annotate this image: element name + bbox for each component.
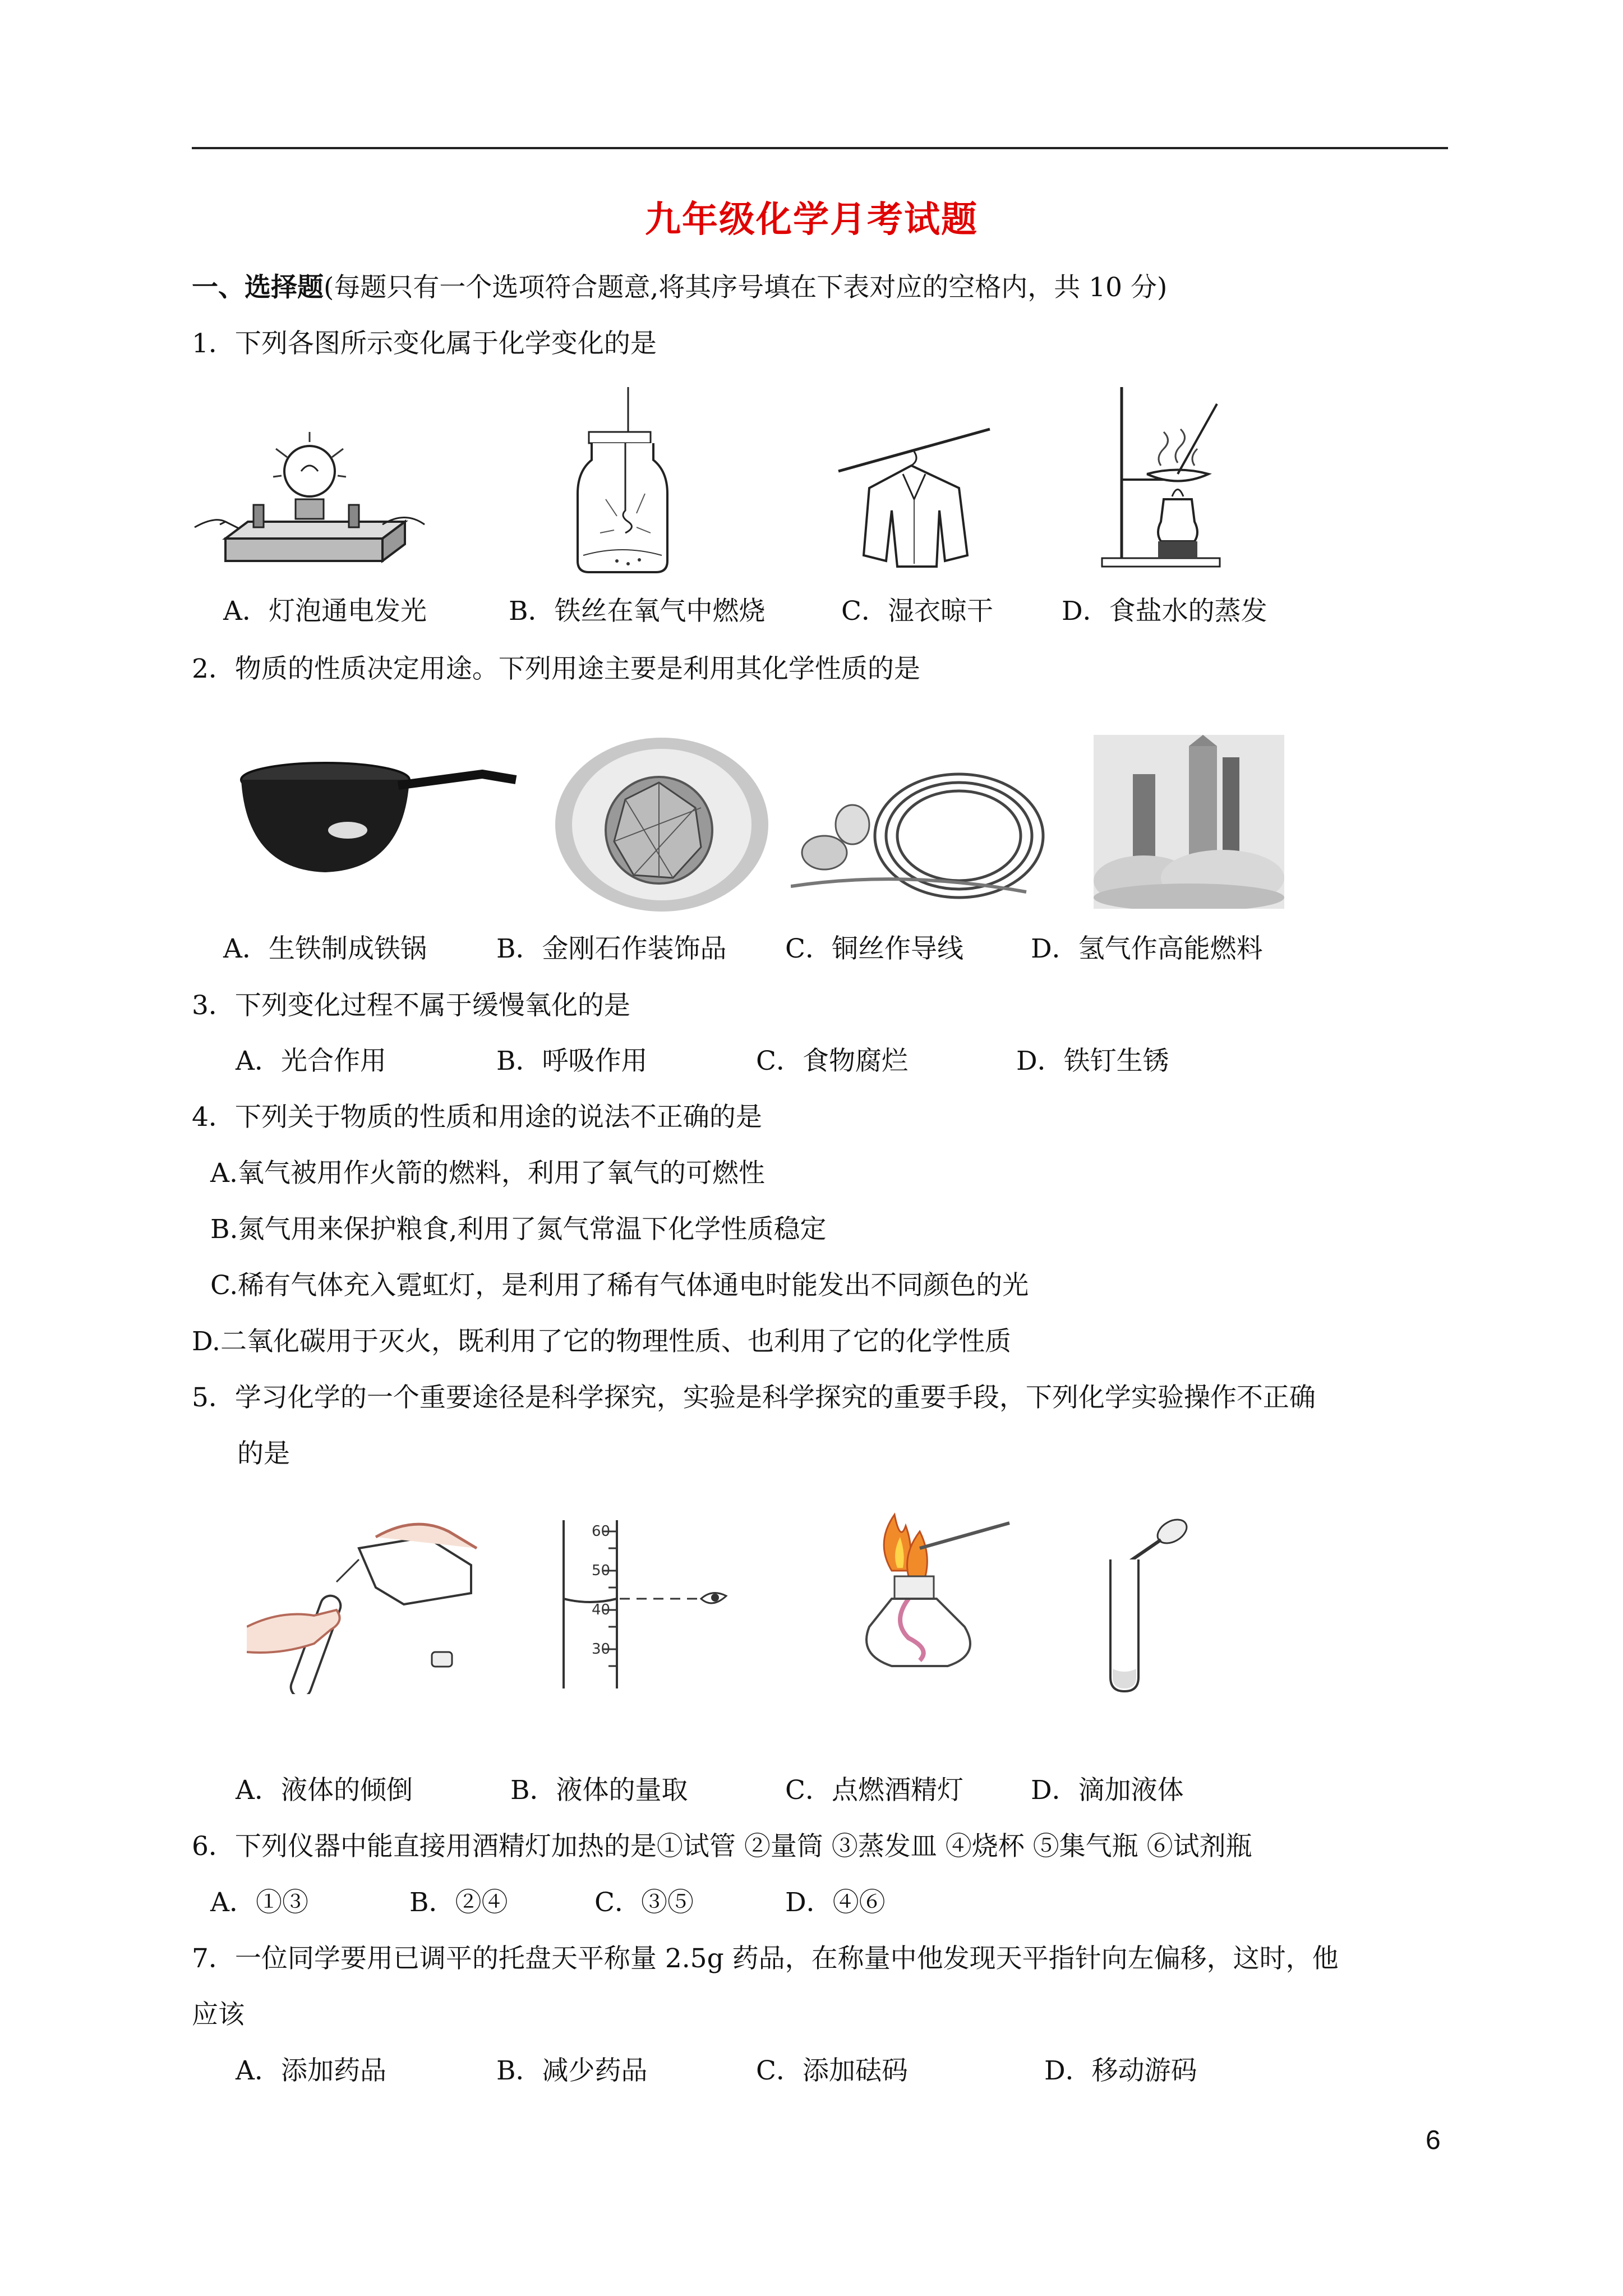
q1-option-d: D．食盐水的蒸发 [1062,596,1267,627]
q4-option-d: D.二氧化碳用于灭火，既利用了它的物理性质、也利用了它的化学性质 [192,1326,1011,1357]
graduated-cylinder-reading-figure [552,1515,754,1694]
q1-option-a: A．灯泡通电发光 [223,596,427,627]
section-label: 一、选择题 [192,272,324,303]
q5-option-d: D．滴加液体 [1031,1775,1184,1806]
diamond-ornament-figure [550,735,774,914]
q2-option-c: C．铜丝作导线 [785,933,963,964]
question-7-stem: 7．一位同学要用已调平的托盘天平称量 2.5g 药品，在称量中他发现天平指针向左偏移，这时，他 [192,1943,1339,1974]
header-rule [192,147,1448,149]
q4-option-c: C.稀有气体充入霓虹灯，是利用了稀有气体通电时能发出不同颜色的光 [210,1270,1029,1301]
q3-option-c: C．食物腐烂 [756,1046,908,1076]
q6-option-d: D．④⑥ [785,1887,886,1918]
question-3-stem: 3．下列变化过程不属于缓慢氧化的是 [192,990,630,1021]
question-7-stem-cont: 应该 [192,1999,245,2030]
liquid-pouring-figure [247,1515,494,1694]
q7-option-a: A．添加药品 [236,2055,386,2086]
hydrogen-rocket-figure [1094,735,1284,909]
drying-clothes-figure [836,426,993,572]
cylinder-tick-30: 30 [592,1641,611,1658]
cylinder-tick-40: 40 [592,1602,611,1618]
q7-option-b: B．减少药品 [496,2055,648,2086]
page-title: 九年级化学月考试题 [645,199,978,241]
section-note: (每题只有一个选项符合题意,将其序号填在下表对应的空格内，共 10 分) [324,272,1168,303]
section-header [192,271,1167,305]
q4-option-b: B.氮气用来保护粮食,利用了氮气常温下化学性质稳定 [210,1214,827,1245]
q5-option-c: C．点燃酒精灯 [785,1775,963,1806]
cylinder-tick-50: 50 [592,1562,611,1579]
question-2-stem: 2．物质的性质决定用途。下列用途主要是利用其化学性质的是 [192,654,920,684]
lightbulb-circuit-figure [192,426,427,572]
iron-wire-burning-jar-figure [566,387,679,578]
q1-option-b: B．铁丝在氧气中燃烧 [509,596,766,627]
q1-option-c: C．湿衣晾干 [841,596,993,627]
page-number: 6 [1426,2125,1441,2155]
q4-option-a: A.氧气被用作火箭的燃料，利用了氧气的可燃性 [210,1158,765,1189]
q5-option-a: A．液体的倾倒 [236,1775,413,1806]
q7-option-d: D．移动游码 [1044,2055,1197,2086]
q2-option-b: B．金刚石作装饰品 [496,933,727,964]
dropper-test-tube-figure [1099,1515,1200,1694]
q3-option-a: A．光合作用 [236,1046,386,1076]
salt-water-evaporation-figure [1094,381,1228,572]
q2-option-d: D．氢气作高能燃料 [1031,933,1263,964]
q6-option-c: C．③⑤ [594,1887,694,1918]
q3-option-b: B．呼吸作用 [496,1046,648,1076]
q6-option-a: A．①③ [210,1887,308,1918]
copper-wire-figure [791,746,1060,914]
question-6-stem: 6．下列仪器中能直接用酒精灯加热的是①试管 ②量筒 ③蒸发皿 ④烧杯 ⑤集气瓶 ⑥试剂瓶 [192,1831,1252,1862]
question-1-stem: 1．下列各图所示变化属于化学变化的是 [192,328,657,359]
cylinder-tick-60: 60 [592,1523,611,1540]
question-5-stem-cont: 的是 [237,1438,290,1469]
q3-option-d: D．铁钉生锈 [1016,1046,1169,1076]
q2-option-a: A．生铁制成铁锅 [223,933,427,964]
alcohol-lamp-lighting-figure [847,1492,1015,1683]
q7-option-c: C．添加砝码 [756,2055,908,2086]
question-4-stem: 4．下列关于物质的性质和用途的说法不正确的是 [192,1102,762,1133]
iron-wok-figure [236,752,527,886]
question-5-stem: 5．学习化学的一个重要途径是科学探究，实验是科学探究的重要手段，下列化学实验操作不正确 [192,1382,1316,1413]
q5-option-b: B．液体的量取 [510,1775,688,1806]
q6-option-b: B．②④ [409,1887,508,1918]
